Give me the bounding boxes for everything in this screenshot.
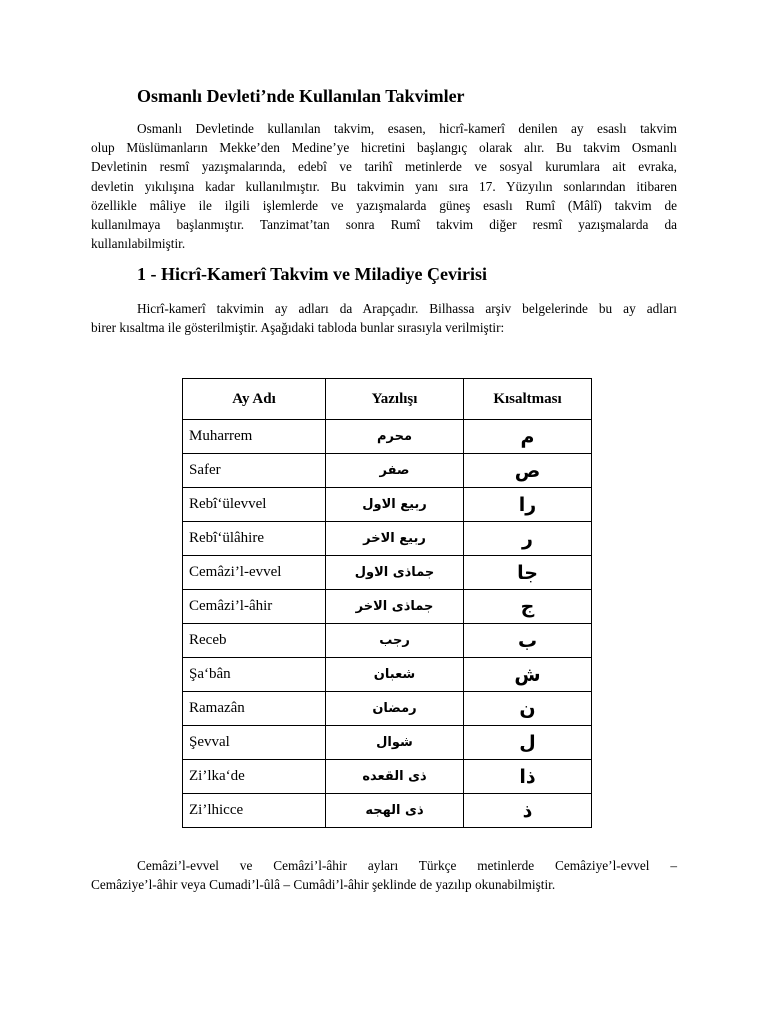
month-abbreviation: م (464, 420, 592, 454)
month-abbreviation: ص (464, 454, 592, 488)
month-name: Receb (183, 624, 326, 658)
month-name: Safer (183, 454, 326, 488)
month-name: Şevval (183, 726, 326, 760)
month-name: Ramazân (183, 692, 326, 726)
intro-line: kullanılabilmiştir. (91, 236, 186, 252)
note-line: Cemâziye’l-âhir veya Cumadi’l-ûlâ – Cumâdi’l-âhir şeklinde de yazılıp okunabilmiştir. (91, 877, 556, 893)
table-row (183, 454, 592, 488)
table-row (183, 522, 592, 556)
table-row (183, 658, 592, 692)
month-name: Rebî‘ülâhire (183, 522, 326, 556)
month-arabic: شعبان (326, 658, 464, 692)
month-abbreviation: ب (464, 624, 592, 658)
month-name: Cemâzi’l-evvel (183, 556, 326, 590)
month-name: Zi’lka‘de (183, 760, 326, 794)
table-header-row (183, 379, 592, 420)
month-abbreviation: ر (464, 522, 592, 556)
month-name: Şa‘bân (183, 658, 326, 692)
section-heading: 1 - Hicrî-Kamerî Takvim ve Miladiye Çevirisi (137, 264, 487, 284)
page-title: Osmanlı Devleti’nde Kullanılan Takvimler (137, 86, 465, 106)
table-row (183, 760, 592, 794)
month-abbreviation: ذ (464, 794, 592, 828)
intro-line: olup Müslümanların Mekke’den Medine’ye hicretini başlangıç olarak alır. Bu takvim Osmanlı (91, 140, 677, 156)
month-arabic: شوال (326, 726, 464, 760)
header-spelling: Yazılışı (326, 379, 464, 420)
month-name: Rebî‘ülevvel (183, 488, 326, 522)
table-row (183, 420, 592, 454)
month-arabic: صفر (326, 454, 464, 488)
table-row (183, 556, 592, 590)
table-row (183, 624, 592, 658)
month-name: Zi’lhicce (183, 794, 326, 828)
month-abbreviation: ل (464, 726, 592, 760)
month-arabic: رجب (326, 624, 464, 658)
month-abbreviation: را (464, 488, 592, 522)
month-arabic: ربيع الاول (326, 488, 464, 522)
note-paragraph (91, 856, 677, 894)
month-arabic: جماذى الاول (326, 556, 464, 590)
month-abbreviation: ن (464, 692, 592, 726)
month-arabic: جماذى الاخر (326, 590, 464, 624)
table-row (183, 794, 592, 828)
month-arabic: ربيع الاخر (326, 522, 464, 556)
intro-line: kullanılmaya başlanmıştır. Tanzimat’tan sonra Rumî takvim diğer resmî yazışmalarda da (91, 217, 677, 233)
header-month-name: Ay Adı (183, 379, 326, 420)
month-abbreviation: ذا (464, 760, 592, 794)
month-abbreviation: جا (464, 556, 592, 590)
section-paragraph (91, 299, 677, 337)
intro-line: devletin yıkılışına kadar kullanılmıştır. Bu takvimin yanı sıra 17. Yüzyılın sonlarından itibaren (91, 178, 677, 194)
header-abbreviation: Kısaltması (464, 379, 592, 420)
intro-paragraph (91, 119, 677, 253)
month-arabic: ذى الهجه (326, 794, 464, 828)
section-line: Hicrî-kamerî takvimin ay adları da Arapçadır. Bilhassa arşiv belgelerinde bu ay adları (137, 301, 677, 316)
month-abbreviation: ج (464, 590, 592, 624)
note-line: Cemâzi’l-evvel ve Cemâzi’l-âhir ayları Türkçe metinlerde Cemâziye’l-evvel – (137, 858, 677, 873)
table-row (183, 488, 592, 522)
intro-line: özellikle mâliye ile ilgili işlemlerde ve yazışmalarda güneş esaslı Rumî (Mâlî) takvim de (91, 197, 677, 213)
months-table (182, 378, 592, 828)
month-arabic: رمضان (326, 692, 464, 726)
intro-line: Devletinin resmî yazışmalarında, edebî ve tarihî metinlerde ve sosyal kurumlara ait evraka, (91, 159, 677, 175)
month-arabic: ذى القعده (326, 760, 464, 794)
table-row (183, 590, 592, 624)
month-name: Muharrem (183, 420, 326, 454)
table-row (183, 726, 592, 760)
month-name: Cemâzi’l-âhir (183, 590, 326, 624)
table-row (183, 692, 592, 726)
month-arabic: محرم (326, 420, 464, 454)
section-line: birer kısaltma ile gösterilmiştir. Aşağıdaki tabloda bunlar sırasıyla verilmiştir: (91, 320, 505, 336)
month-abbreviation: ش (464, 658, 592, 692)
intro-line: Osmanlı Devletinde kullanılan takvim, esasen, hicrî-kamerî denilen ay esaslı takvim (137, 121, 677, 136)
